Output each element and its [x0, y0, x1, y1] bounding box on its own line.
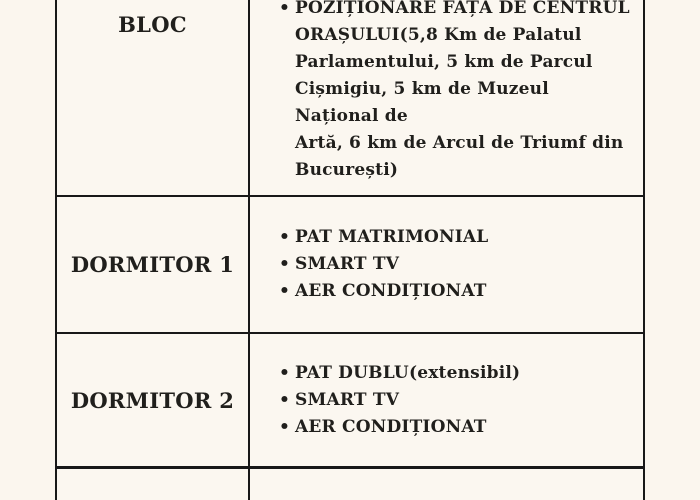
row-content-cell	[250, 0, 643, 195]
table-row-partial	[57, 469, 643, 500]
bullet-icon: •	[279, 281, 291, 301]
row-label: DORMITOR 1	[70, 252, 235, 277]
info-table	[55, 0, 645, 500]
feature-text	[295, 0, 635, 184]
feature-text-line: PAT MATRIMONIAL	[295, 227, 489, 247]
bullet-icon: •	[279, 0, 291, 18]
bullet-icon: •	[279, 362, 291, 383]
feature-text	[295, 360, 635, 387]
row-content-cell	[250, 334, 643, 466]
row-label-cell	[57, 469, 250, 500]
feature-text-line: SMART TV	[295, 389, 400, 410]
feature-item	[250, 278, 643, 305]
feature-text-line: ORAȘULUI(5,8 Km de Palatul	[295, 25, 582, 45]
row-label-cell	[57, 334, 250, 466]
feature-text-line: Parlamentului, 5 km de Parcul	[295, 52, 593, 72]
table-row-bloc	[57, 0, 643, 197]
feature-text-line: Artă, 6 km de Arcul de Triumf din	[295, 133, 624, 153]
table-row-dormitor-2	[57, 334, 643, 469]
feature-text-line: AER CONDIȚIONAT	[295, 416, 487, 437]
feature-text-line: AER CONDIȚIONAT	[295, 281, 487, 301]
feature-item	[250, 387, 643, 414]
feature-list	[250, 224, 643, 305]
feature-text	[295, 414, 635, 441]
feature-item	[250, 360, 643, 387]
feature-item	[250, 224, 643, 251]
feature-item	[250, 251, 643, 278]
feature-text	[295, 387, 635, 414]
table-row-dormitor-1	[57, 197, 643, 334]
row-label: BLOC	[118, 12, 187, 37]
feature-text-line: București)	[295, 160, 399, 180]
feature-text	[295, 224, 635, 251]
bullet-icon: •	[279, 416, 291, 437]
bullet-icon: •	[279, 254, 291, 274]
row-content-cell	[250, 469, 643, 500]
row-label-cell	[57, 0, 250, 195]
feature-list	[250, 0, 643, 184]
row-content-cell	[250, 197, 643, 332]
feature-text-line: POZIȚIONARE FAȚA DE CENTRUL	[295, 0, 630, 18]
feature-text	[295, 278, 635, 305]
row-label: DORMITOR 2	[70, 387, 235, 413]
bullet-icon: •	[279, 389, 291, 410]
feature-item	[250, 414, 643, 441]
row-label-cell	[57, 197, 250, 332]
feature-item	[250, 0, 643, 184]
feature-list	[250, 360, 643, 441]
feature-text	[295, 251, 635, 278]
feature-text-line: PAT DUBLU(extensibil)	[295, 362, 521, 383]
feature-text-line: SMART TV	[295, 254, 400, 274]
bullet-icon: •	[279, 227, 291, 247]
feature-text-line: Cișmigiu, 5 km de Muzeul Național de	[295, 79, 549, 126]
